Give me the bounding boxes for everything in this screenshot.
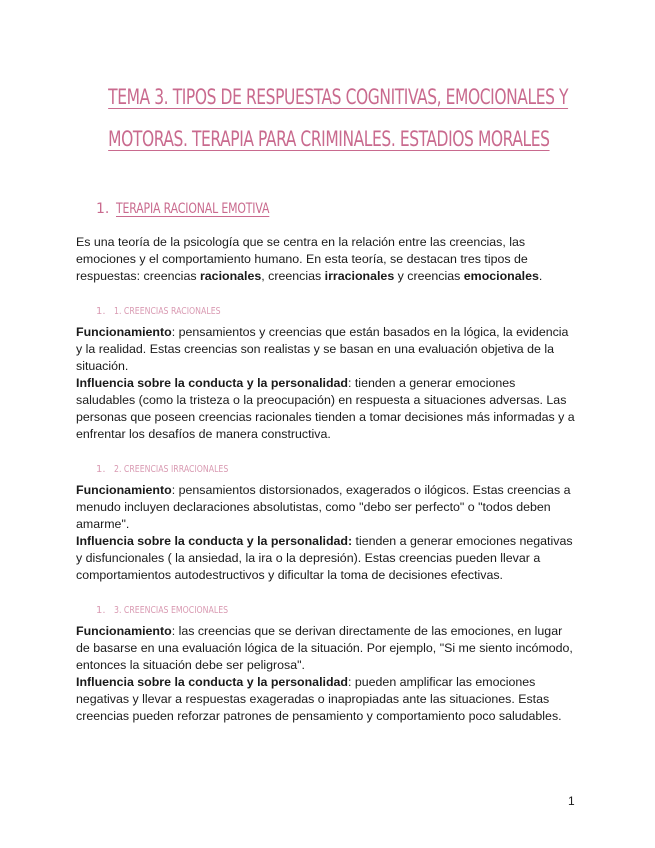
subsection-heading-irracionales: 1. 2. CREENCIAS IRRACIONALES bbox=[96, 464, 229, 475]
section-number: 1. bbox=[96, 201, 110, 217]
intro-paragraph: Es una teoría de la psicología que se centra en la relación entre las creencias, las emociones y el comportamiento humano. En esta teoría, se destacan tres tipos de respuestas: creencias racionales, creencias irracionales y creencias emocionales. bbox=[76, 235, 543, 283]
subsection-body-irracionales: Funcionamiento: pensamientos distorsionados, exagerados o ilógicos. Estas creencias a menudo incluyen declaraciones absolutistas, como "debo ser perfecto" o "todos deben amarme". Influencia sobre la conducta y la personalidad: tienden a generar emociones negativas y disfuncionales ( la ansiedad, la ira o la depresión). Estas creencias pueden llevar a comportamientos autodestructivos y dificultar la toma de decisiones efectivas. bbox=[76, 483, 573, 582]
influence-label: Influencia sobre la conducta y la personalidad: bbox=[76, 534, 353, 548]
func-label: Funcionamiento bbox=[76, 483, 172, 497]
section-heading-text: TERAPIA RACIONAL EMOTIVA bbox=[116, 201, 270, 217]
subsection-body-emocionales: Funcionamiento: las creencias que se derivan directamente de las emociones, en lugar de basarse en una evaluación lógica de la situación. Por ejemplo, "Si me siento incómodo, entonces la situación debe ser peligrosa". Influencia sobre la conducta y la personalidad: pueden amplificar las emociones negativas y llevar a respuestas exageradas o inapropiadas ante las situaciones. Estas creencias pueden reforzar patrones de pensamiento y comportamiento poco saludables. bbox=[76, 624, 573, 723]
subsection-heading-racionales: 1. 1. CREENCIAS RACIONALES bbox=[96, 306, 221, 317]
influence-label: Influencia sobre la conducta y la personalidad bbox=[76, 376, 348, 390]
section-heading bbox=[96, 201, 313, 217]
title-line-2: MOTORAS. TERAPIA PARA CRIMINALES. ESTADIOS MORALES bbox=[108, 127, 550, 151]
subsection-body-racionales: Funcionamiento: pensamientos y creencias que están basados en la lógica, la evidencia y la realidad. Estas creencias son realistas y se basan en una evaluación objetiva de la situación. Influencia sobre la conducta y la personalidad: tienden a generar emociones saludables (como la tristeza o la preocupación) en respuesta a situaciones adversas. Las personas que poseen creencias racionales tienden a tomar decisiones más informadas y a enfrentar los desafíos de manera constructiva. bbox=[76, 325, 575, 441]
title-line-1: TEMA 3. TIPOS DE RESPUESTAS COGNITIVAS, EMOCIONALES Y bbox=[108, 85, 569, 109]
func-label: Funcionamiento bbox=[76, 325, 172, 339]
subsection-heading-emocionales: 1. 3. CREENCIAS EMOCIONALES bbox=[96, 605, 229, 616]
func-label: Funcionamiento bbox=[76, 624, 172, 638]
document-title bbox=[60, 76, 595, 160]
influence-label: Influencia sobre la conducta y la personalidad bbox=[76, 675, 348, 689]
page-number: 1 bbox=[568, 794, 575, 808]
